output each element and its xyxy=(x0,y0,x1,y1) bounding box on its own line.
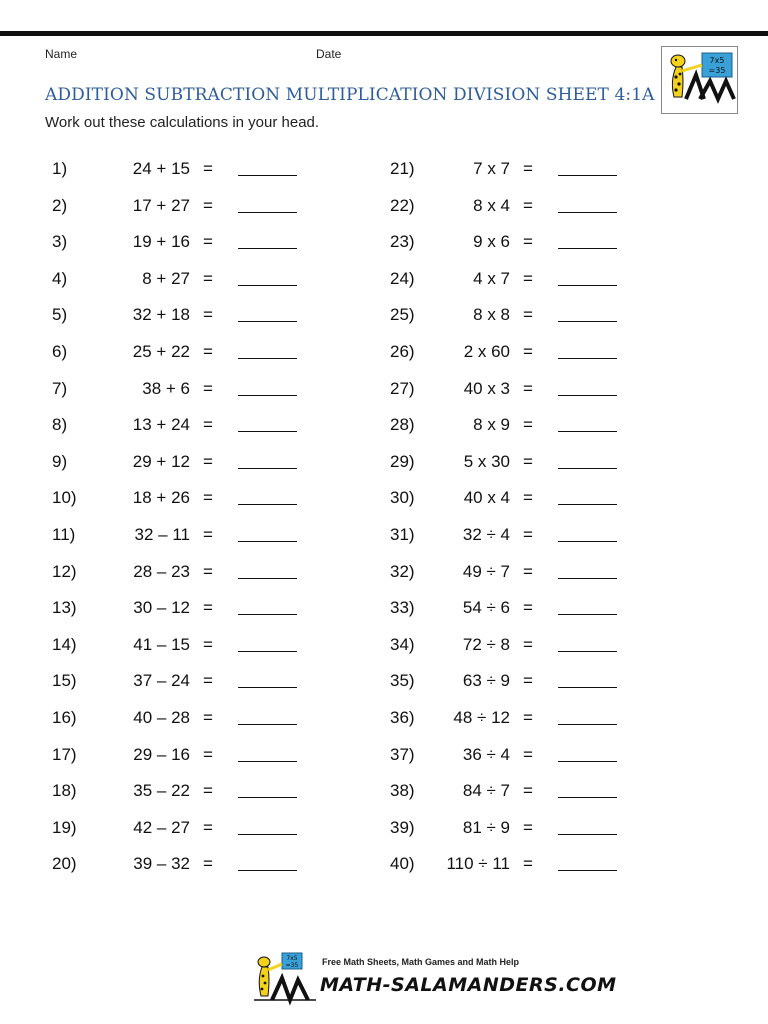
question-number: 12) xyxy=(52,561,77,581)
question-expression: 8 x 4 xyxy=(473,195,510,215)
footer-brand-name: MATH-SALAMANDERS.COM xyxy=(320,974,617,996)
equals-sign: = xyxy=(523,195,533,215)
equals-sign: = xyxy=(523,781,533,801)
question-item xyxy=(52,814,302,842)
question-item xyxy=(52,228,302,256)
question-expression: 18 + 26 xyxy=(132,488,190,508)
answer-blank[interactable] xyxy=(238,614,297,615)
answer-blank[interactable] xyxy=(238,761,297,762)
answer-blank[interactable] xyxy=(238,651,297,652)
equals-sign: = xyxy=(203,817,213,837)
equals-sign: = xyxy=(523,561,533,581)
question-item xyxy=(52,265,302,293)
question-item xyxy=(52,704,302,732)
question-number: 3) xyxy=(52,232,68,252)
answer-blank[interactable] xyxy=(238,395,297,396)
question-number: 1) xyxy=(52,159,68,178)
equals-sign: = xyxy=(523,854,533,874)
question-number: 31) xyxy=(390,525,415,544)
footer-salamander-icon xyxy=(250,950,320,1006)
answer-blank[interactable] xyxy=(238,578,297,579)
question-expression: 8 + 27 xyxy=(142,268,190,288)
question-expression: 8 x 9 xyxy=(473,415,510,435)
question-number: 2) xyxy=(52,195,68,215)
answer-blank[interactable] xyxy=(238,285,297,286)
question-expression: 81 ÷ 9 xyxy=(462,817,510,837)
question-number: 27) xyxy=(390,378,415,398)
question-number: 16) xyxy=(52,708,77,727)
question-number: 26) xyxy=(390,342,415,361)
answer-blank[interactable] xyxy=(558,504,617,505)
question-number: 28) xyxy=(390,415,415,435)
equals-sign: = xyxy=(203,854,213,874)
answer-blank[interactable] xyxy=(238,175,297,176)
question-expression: 35 – 22 xyxy=(133,781,190,801)
question-number: 34) xyxy=(390,634,415,654)
question-item xyxy=(390,667,640,695)
question-item xyxy=(390,301,640,329)
question-item xyxy=(390,448,640,476)
question-expression: 32 + 18 xyxy=(132,305,190,325)
answer-blank[interactable] xyxy=(558,870,617,871)
question-number: 22) xyxy=(390,195,415,215)
answer-blank[interactable] xyxy=(558,724,617,725)
question-expression: 17 + 27 xyxy=(132,195,190,215)
question-expression: 32 ÷ 4 xyxy=(462,525,510,544)
question-item xyxy=(390,594,640,622)
question-expression: 110 ÷ 11 xyxy=(446,854,510,874)
question-expression: 41 – 15 xyxy=(133,634,190,654)
question-expression: 39 – 32 xyxy=(133,854,190,874)
answer-blank[interactable] xyxy=(558,834,617,835)
sheet-title: ADDITION SUBTRACTION MULTIPLICATION DIVISION SHEET 4:1A xyxy=(45,85,655,105)
answer-blank[interactable] xyxy=(558,651,617,652)
question-number: 23) xyxy=(390,232,415,252)
equals-sign: = xyxy=(523,744,533,764)
question-expression: 19 + 16 xyxy=(132,232,190,252)
answer-blank[interactable] xyxy=(558,468,617,469)
equals-sign: = xyxy=(523,634,533,654)
question-number: 29) xyxy=(390,451,415,471)
answer-blank[interactable] xyxy=(558,321,617,322)
question-number: 8) xyxy=(52,415,68,435)
answer-blank[interactable] xyxy=(558,358,617,359)
question-number: 14) xyxy=(52,634,77,654)
question-expression: 37 – 24 xyxy=(133,671,190,691)
question-expression: 32 – 11 xyxy=(134,525,190,544)
question-number: 37) xyxy=(390,744,415,764)
answer-blank[interactable] xyxy=(558,175,617,176)
logo-board-line-2: =35 xyxy=(708,66,726,75)
salamander-logo xyxy=(661,46,738,114)
answer-blank[interactable] xyxy=(238,541,297,542)
question-expression: 63 ÷ 9 xyxy=(462,671,510,691)
question-expression: 38 + 6 xyxy=(142,378,190,398)
question-item xyxy=(390,192,640,220)
equals-sign: = xyxy=(203,378,213,398)
question-item xyxy=(390,375,640,403)
equals-sign: = xyxy=(203,305,213,325)
answer-blank[interactable] xyxy=(558,395,617,396)
question-number: 40) xyxy=(390,854,415,874)
question-expression: 54 ÷ 6 xyxy=(462,598,510,618)
question-item xyxy=(52,667,302,695)
question-item xyxy=(52,741,302,769)
answer-blank[interactable] xyxy=(558,614,617,615)
name-label: Name xyxy=(45,47,78,61)
question-item xyxy=(52,338,302,366)
question-number: 15) xyxy=(52,671,77,691)
equals-sign: = xyxy=(523,268,533,288)
question-number: 4) xyxy=(52,268,68,288)
question-expression: 7 x 7 xyxy=(473,159,510,178)
question-item xyxy=(52,594,302,622)
answer-blank[interactable] xyxy=(558,797,617,798)
equals-sign: = xyxy=(203,232,213,252)
question-expression: 40 x 4 xyxy=(463,488,510,508)
equals-sign: = xyxy=(203,744,213,764)
equals-sign: = xyxy=(523,451,533,471)
question-number: 19) xyxy=(52,817,77,837)
equals-sign: = xyxy=(523,342,533,361)
question-number: 7) xyxy=(52,378,68,398)
question-number: 9) xyxy=(52,451,68,471)
question-number: 5) xyxy=(52,305,68,325)
question-item xyxy=(52,521,302,549)
question-item xyxy=(390,777,640,805)
question-number: 6) xyxy=(52,342,68,361)
question-number: 10) xyxy=(52,488,77,508)
answer-blank[interactable] xyxy=(558,578,617,579)
equals-sign: = xyxy=(523,488,533,508)
footer-board-line-1: 7x5 xyxy=(286,955,298,962)
top-rule xyxy=(0,31,768,36)
question-expression: 84 ÷ 7 xyxy=(462,781,510,801)
question-number: 30) xyxy=(390,488,415,508)
question-number: 38) xyxy=(390,781,415,801)
answer-blank[interactable] xyxy=(558,285,617,286)
answer-blank[interactable] xyxy=(558,431,617,432)
equals-sign: = xyxy=(203,488,213,508)
question-number: 17) xyxy=(52,744,77,764)
question-item xyxy=(390,411,640,439)
question-expression: 48 ÷ 12 xyxy=(453,708,510,727)
question-item xyxy=(390,521,640,549)
question-expression: 49 ÷ 7 xyxy=(462,561,510,581)
question-expression: 28 – 23 xyxy=(133,561,190,581)
question-number: 13) xyxy=(52,598,77,618)
question-item xyxy=(52,411,302,439)
question-number: 32) xyxy=(390,561,415,581)
footer-tagline: Free Math Sheets, Math Games and Math Help xyxy=(322,957,520,967)
logo-board-line-1: 7x5 xyxy=(709,56,725,65)
question-item xyxy=(52,375,302,403)
answer-blank[interactable] xyxy=(238,834,297,835)
question-item xyxy=(52,448,302,476)
equals-sign: = xyxy=(203,634,213,654)
question-expression: 24 + 15 xyxy=(132,159,190,178)
equals-sign: = xyxy=(203,342,213,361)
answer-blank[interactable] xyxy=(238,870,297,871)
equals-sign: = xyxy=(523,159,533,178)
equals-sign: = xyxy=(203,708,213,727)
question-expression: 8 x 8 xyxy=(473,305,510,325)
question-expression: 40 x 3 xyxy=(463,378,510,398)
equals-sign: = xyxy=(523,378,533,398)
question-number: 20) xyxy=(52,854,77,874)
equals-sign: = xyxy=(523,671,533,691)
question-number: 33) xyxy=(390,598,415,618)
answer-blank[interactable] xyxy=(558,248,617,249)
question-expression: 5 x 30 xyxy=(463,451,510,471)
answer-blank[interactable] xyxy=(238,468,297,469)
question-number: 24) xyxy=(390,268,415,288)
question-item xyxy=(390,155,640,183)
question-expression: 72 ÷ 8 xyxy=(462,634,510,654)
date-label: Date xyxy=(316,47,342,61)
question-number: 11) xyxy=(52,525,76,544)
equals-sign: = xyxy=(203,415,213,435)
question-expression: 29 – 16 xyxy=(133,744,190,764)
equals-sign: = xyxy=(523,415,533,435)
question-expression: 40 – 28 xyxy=(133,708,190,727)
answer-blank[interactable] xyxy=(238,212,297,213)
question-number: 18) xyxy=(52,781,77,801)
question-item xyxy=(52,192,302,220)
equals-sign: = xyxy=(523,598,533,618)
question-number: 39) xyxy=(390,817,415,837)
question-item xyxy=(52,631,302,659)
equals-sign: = xyxy=(203,195,213,215)
question-expression: 29 + 12 xyxy=(132,451,190,471)
answer-blank[interactable] xyxy=(238,431,297,432)
equals-sign: = xyxy=(523,708,533,727)
equals-sign: = xyxy=(203,525,213,544)
question-expression: 4 x 7 xyxy=(473,268,510,288)
question-expression: 36 ÷ 4 xyxy=(462,744,510,764)
answer-blank[interactable] xyxy=(558,687,617,688)
question-expression: 9 x 6 xyxy=(473,232,510,252)
question-item xyxy=(52,155,302,183)
equals-sign: = xyxy=(203,451,213,471)
equals-sign: = xyxy=(203,781,213,801)
question-number: 36) xyxy=(390,708,415,727)
equals-sign: = xyxy=(523,305,533,325)
answer-blank[interactable] xyxy=(238,358,297,359)
question-item xyxy=(390,484,640,512)
question-expression: 25 + 22 xyxy=(132,342,190,361)
answer-blank[interactable] xyxy=(558,761,617,762)
question-item xyxy=(390,631,640,659)
footer-brand xyxy=(250,950,617,1006)
equals-sign: = xyxy=(523,232,533,252)
question-item xyxy=(390,558,640,586)
answer-blank[interactable] xyxy=(558,541,617,542)
answer-blank[interactable] xyxy=(238,687,297,688)
question-number: 21) xyxy=(390,159,415,178)
question-item xyxy=(52,777,302,805)
question-expression: 30 – 12 xyxy=(133,598,190,618)
instructions: Work out these calculations in your head. xyxy=(45,114,320,131)
question-item xyxy=(390,814,640,842)
question-item xyxy=(52,850,302,878)
equals-sign: = xyxy=(523,525,533,544)
question-item xyxy=(52,558,302,586)
answer-blank[interactable] xyxy=(238,797,297,798)
question-item xyxy=(390,850,640,878)
question-item xyxy=(390,704,640,732)
equals-sign: = xyxy=(203,159,213,178)
question-expression: 2 x 60 xyxy=(463,342,510,361)
answer-blank[interactable] xyxy=(238,724,297,725)
equals-sign: = xyxy=(203,268,213,288)
question-item xyxy=(390,741,640,769)
question-item xyxy=(52,484,302,512)
equals-sign: = xyxy=(523,817,533,837)
question-item xyxy=(52,301,302,329)
question-expression: 42 – 27 xyxy=(133,817,190,837)
question-expression: 13 + 24 xyxy=(132,415,190,435)
answer-blank[interactable] xyxy=(238,248,297,249)
footer-board-line-2: =35 xyxy=(285,962,299,969)
question-item xyxy=(390,228,640,256)
equals-sign: = xyxy=(203,598,213,618)
question-item xyxy=(390,338,640,366)
answer-blank[interactable] xyxy=(238,504,297,505)
answer-blank[interactable] xyxy=(558,212,617,213)
question-number: 25) xyxy=(390,305,415,325)
equals-sign: = xyxy=(203,561,213,581)
equals-sign: = xyxy=(203,671,213,691)
question-number: 35) xyxy=(390,671,415,691)
answer-blank[interactable] xyxy=(238,321,297,322)
question-item xyxy=(390,265,640,293)
